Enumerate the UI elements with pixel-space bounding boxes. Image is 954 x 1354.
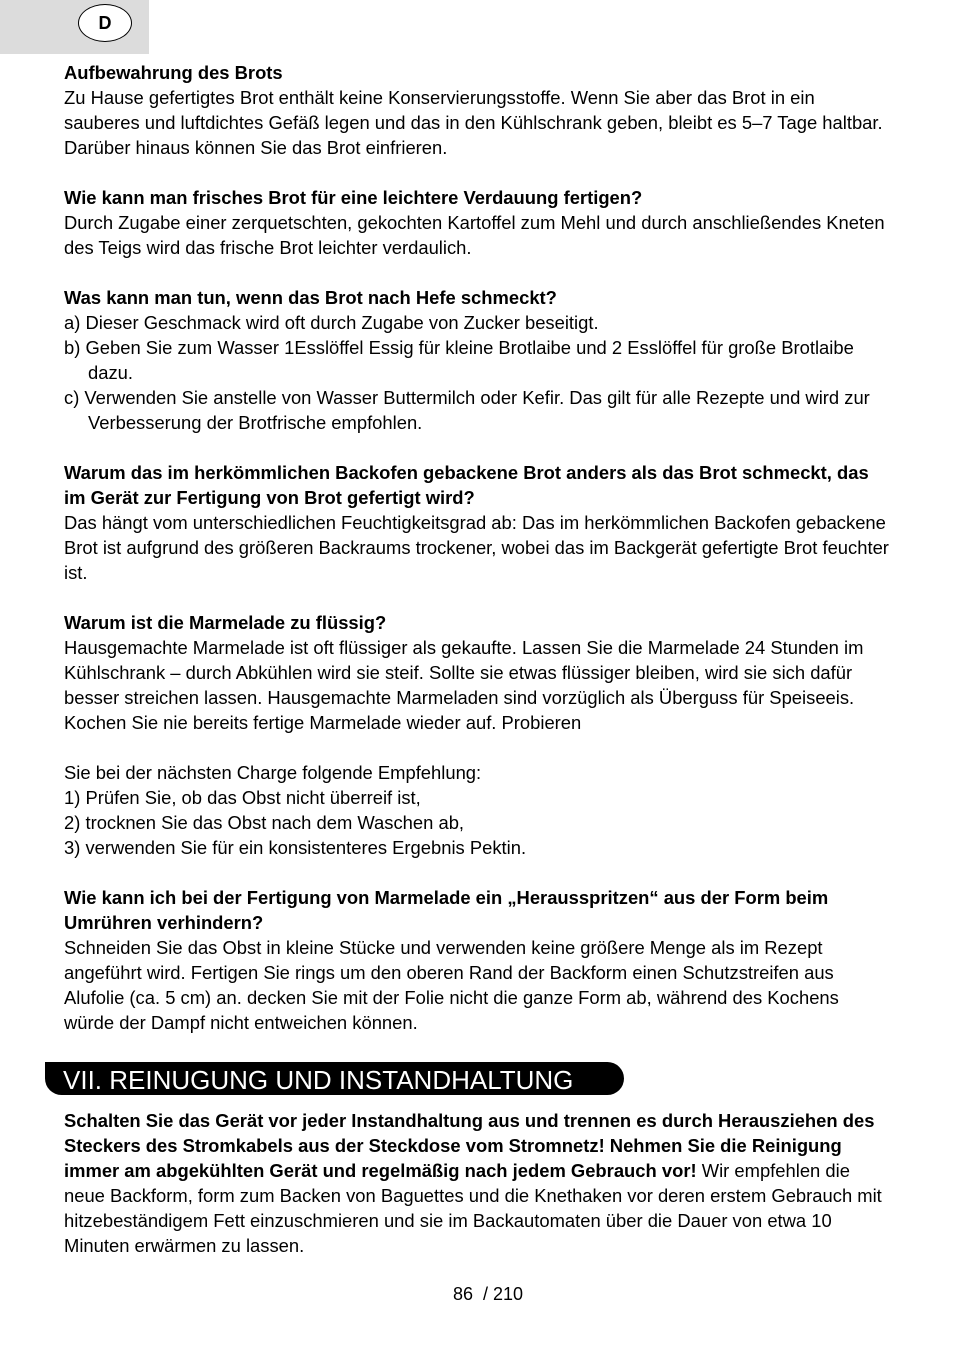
digestion-body: Durch Zugabe einer zerquetschten, gekochten Kartoffel zum Mehl und durch anschließendes Kneten des Teigs wird das frische Brot leichter verdaulich. xyxy=(64,212,885,258)
cleaning-paragraph xyxy=(64,1108,894,1258)
page-total: / 210 xyxy=(482,1284,524,1304)
cleaning-warning: Schalten Sie das Gerät vor jeder Instandhaltung aus und trennen es durch Herausziehen des Steckers des Stromkabels aus der Steckdose vom Stromnetz! Nehmen Sie die Reinigung immer am abgekühlten Gerät und regelmäßig nach jedem Gebrauch vor! xyxy=(64,1110,875,1181)
jam-item-2: 2) trocknen Sie das Obst nach dem Waschen ab, xyxy=(64,812,465,833)
section-title-cleaning: VII. REINUGUNG UND INSTANDHALTUNG xyxy=(45,1062,624,1095)
jam-body: Hausgemachte Marmelade ist oft flüssiger als gekaufte. Lassen Sie die Marmelade 24 Stunden im Kühlschrank – durch Abkühlen wird sie steif. Sollte sie etwas flüssiger bleiben, wird sie sich dafür besser streichen lassen. Hausgemachte Marmeladen sind vorzüglich als Überguss für Speiseeis. Kochen Sie nie bereits fertige Marmelade wieder auf. Probieren xyxy=(64,637,864,733)
splash-body: Schneiden Sie das Obst in kleine Stücke und verwenden keine größere Menge als im Rezept angeführt wird. Fertigen Sie rings um den oberen Rand der Backform einen Schutzstreifen aus Alufolie (ca. 5 cm) an. decken Sie mit der Folie nicht die ganze Form ab, während des Kochens würde der Dampf nicht entweichen können. xyxy=(64,937,839,1033)
jam-item-1: 1) Prüfen Sie, ob das Obst nicht überreif ist, xyxy=(64,787,421,808)
yeast-item-c: c) Verwenden Sie anstelle von Wasser Buttermilch oder Kefir. Das gilt für alle Rezepte und wird zur Verbesserung der Brotfrische empfohlen. xyxy=(64,387,870,433)
faq-content xyxy=(64,60,894,1035)
language-badge: D xyxy=(78,4,132,42)
page-footer xyxy=(0,1282,954,1306)
oven-body: Das hängt vom unterschiedlichen Feuchtigkeitsgrad ab: Das im herkömmlichen Backofen gebackene Brot ist aufgrund des größeren Backraums trockener, wobei das im Backgerät gefertigte Brot feuchter ist. xyxy=(64,512,889,583)
jam-item-3: 3) verwenden Sie für ein konsistenteres Ergebnis Pektin. xyxy=(64,837,527,858)
digestion-heading: Wie kann man frisches Brot für eine leichtere Verdauung fertigen? xyxy=(64,187,643,208)
storage-heading: Aufbewahrung des Brots xyxy=(64,62,283,83)
page-number: 86 xyxy=(452,1284,473,1304)
storage-body: Zu Hause gefertigtes Brot enthält keine Konservierungsstoffe. Wenn Sie aber das Brot in ein sauberes und luftdichtes Gefäß legen und das in den Kühlschrank geben, bleibt es 5–7 Tage haltbar. Darüber hinaus können Sie das Brot einfrieren. xyxy=(64,87,883,158)
yeast-item-a: a) Dieser Geschmack wird oft durch Zugabe von Zucker beseitigt. xyxy=(64,312,599,333)
splash-heading: Wie kann ich bei der Fertigung von Marmelade ein „Herausspritzen“ aus der Form beim Umrühren verhindern? xyxy=(64,887,829,933)
yeast-heading: Was kann man tun, wenn das Brot nach Hefe schmeckt? xyxy=(64,287,557,308)
language-tab xyxy=(0,0,149,54)
cleaning-content xyxy=(64,1108,894,1258)
jam-intro: Sie bei der nächsten Charge folgende Empfehlung: xyxy=(64,762,482,783)
cleaning-instructions: Wir empfehlen die neue Backform, form zum Backen von Baguettes und die Knethaken vor deren erstem Gebrauch mit hitzebeständigem Fett einzuschmieren und sie im Backautomaten über die Dauer von etwa 10 Minuten erwärmen zu lassen. xyxy=(64,1160,882,1256)
jam-heading: Warum ist die Marmelade zu flüssig? xyxy=(64,612,387,633)
oven-heading: Warum das im herkömmlichen Backofen gebackene Brot anders als das Brot schmeckt, das im Gerät zur Fertigung von Brot gefertigt wird? xyxy=(64,462,869,508)
yeast-item-b: b) Geben Sie zum Wasser 1Esslöffel Essig für kleine Brotlaibe und 2 Esslöffel für große Brotlaibe dazu. xyxy=(64,337,854,383)
